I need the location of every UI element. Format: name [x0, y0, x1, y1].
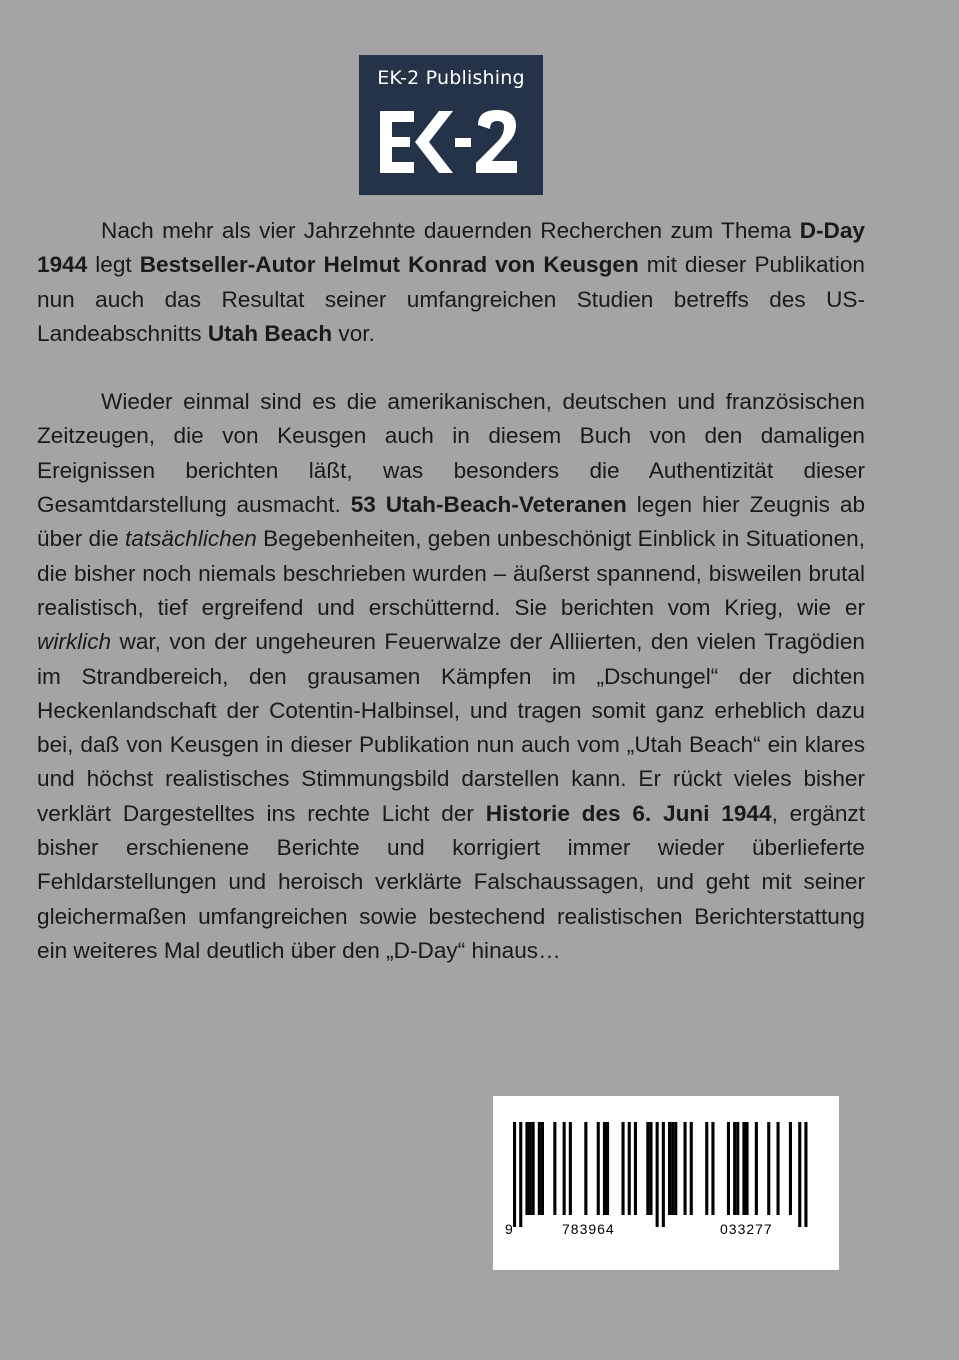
barcode-bar [646, 1122, 649, 1215]
barcode-bar [736, 1122, 739, 1215]
barcode-bar [662, 1122, 665, 1227]
publisher-name: EK-2 Publishing [377, 67, 525, 89]
blurb-text: mit dieser Publikation nun auch das Resultat seiner umfangreichen Studien betreffs des US-Landeabschnitts [37, 252, 865, 346]
blurb-bold: Bestseller-Autor Helmut Konrad von Keusgen [139, 252, 639, 278]
barcode-bar [513, 1122, 516, 1227]
barcode-bars [493, 1096, 839, 1270]
barcode-bar [622, 1122, 625, 1215]
barcode-bar [804, 1122, 807, 1227]
barcode-bar [777, 1122, 780, 1215]
blurb-text: , ergänzt bisher erschienene Berichte und korrigiert immer wieder überlieferte Fehldarstellungen und heroisch verklärte Falschaussagen, und geht mit seiner gleichermaßen umfangreichen sowie bestechend realistischen Berichterstattung ein weiteres Mal deutlich über den „D-Day“ hinaus… [37, 800, 865, 963]
blurb-text: vor. [332, 320, 375, 346]
isbn-barcode [493, 1096, 839, 1270]
barcode-bar [705, 1122, 708, 1215]
barcode-bar [684, 1122, 687, 1215]
barcode-bar [711, 1122, 714, 1215]
blurb-paragraph-2 [37, 385, 865, 968]
publisher-logo [359, 55, 543, 195]
barcode-bar [519, 1122, 522, 1227]
barcode-bar [532, 1122, 535, 1215]
blurb-bold: 53 Utah-Beach-Veteranen [350, 492, 627, 518]
barcode-bar [674, 1122, 677, 1215]
barcode-bar [529, 1122, 532, 1215]
blurb-paragraph-1 [37, 214, 865, 351]
blurb-italic: wirklich [37, 629, 112, 655]
back-cover-blurb [37, 214, 865, 968]
barcode-bar [767, 1122, 770, 1215]
barcode-bar [597, 1122, 600, 1215]
barcode-bar [563, 1122, 566, 1215]
barcode-bar [525, 1122, 528, 1215]
barcode-digits-left: 783964 [562, 1221, 615, 1237]
barcode-bar [727, 1122, 730, 1215]
barcode-bar [656, 1122, 659, 1227]
barcode-bar [798, 1122, 801, 1227]
blurb-italic: tatsächlichen [124, 526, 257, 552]
blurb-bold: D-Day 1944 [37, 218, 865, 278]
barcode-bar [668, 1122, 671, 1215]
ek2-logo-mark [375, 105, 527, 179]
barcode-bar [603, 1122, 606, 1215]
barcode-bar [541, 1122, 544, 1215]
barcode-bar [671, 1122, 674, 1215]
barcode-bar [628, 1122, 631, 1215]
barcode-bar [746, 1122, 749, 1215]
blurb-text: war, von der ungeheuren Feuerwalze der Alliierten, den vielen Tragödien im Strandbereich, den grausamen Kämpfen im „Dschungel“ der dichten Heckenlandschaft der Cotentin-Halbinsel, und tragen somit ganz erheblich dazu bei, daß von Keusgen in dieser Publikation nun auch vom „Utah Beach“ ein klares und höchst realistisches Stimmungsbild darstellen kann. Er rückt vieles bisher verklärt Dargestelltes ins rechte Licht der [37, 629, 865, 826]
barcode-bar [553, 1122, 556, 1215]
barcode-digits-right: 033277 [720, 1221, 773, 1237]
barcode-bar [606, 1122, 609, 1215]
barcode-bar [569, 1122, 572, 1215]
blurb-bold: Utah Beach [207, 320, 333, 346]
barcode-bar [649, 1122, 652, 1215]
barcode-bar [690, 1122, 693, 1215]
blurb-text: Nach mehr als vier Jahrzehnte dauernden Recherchen zum Thema [101, 218, 800, 243]
blurb-text: Begebenheiten, geben unbeschönigt Einblick in Situationen, die bisher noch niemals beschrieben wurden – äußerst spannend, bisweilen brutal realistisch, tief ergreifend und erschütternd. Sie berichten vom Krieg, wie er [37, 526, 865, 620]
barcode-bar [538, 1122, 541, 1215]
barcode-bar [584, 1122, 587, 1215]
barcode-bar [634, 1122, 637, 1215]
blurb-text: Wieder einmal sind es die amerikanischen, deutschen und französischen Zeitzeugen, die von Keusgen auch in diesem Buch von den damaligen Ereignissen berichten läßt, was besonders die Authentizität dieser Gesamtdarstellung ausmacht. [37, 389, 865, 518]
barcode-bar [755, 1122, 758, 1215]
blurb-text: legt [87, 252, 140, 278]
barcode-bar [733, 1122, 736, 1215]
blurb-bold: Historie des 6. Juni 1944 [485, 800, 772, 826]
barcode-digit-lead: 9 [505, 1221, 514, 1237]
barcode-bar [789, 1122, 792, 1215]
blurb-text: legen hier Zeugnis ab über die [37, 492, 866, 552]
barcode-bar [742, 1122, 745, 1215]
